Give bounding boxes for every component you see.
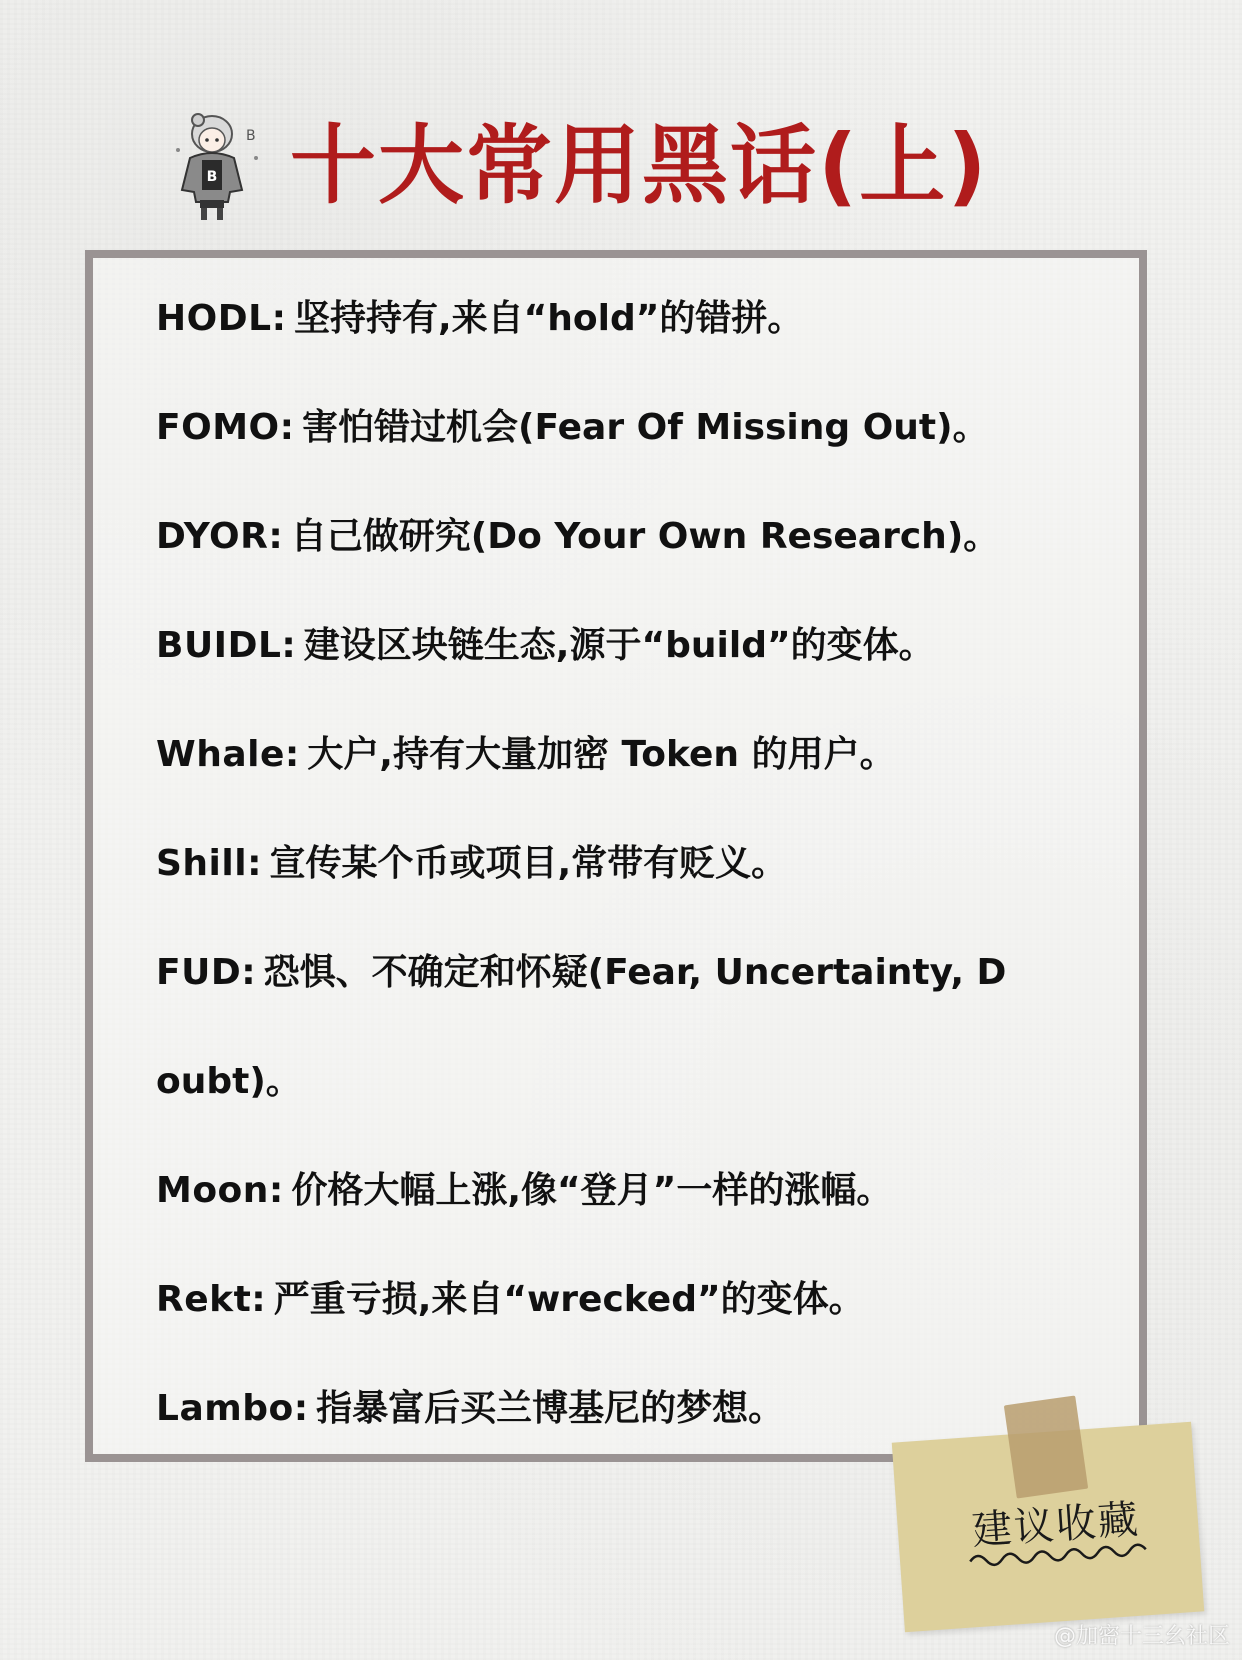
entry-definition-continuation: oubt)。 — [156, 1061, 302, 1102]
entry-definition: 指暴富后买兰博基尼的梦想。 — [316, 1388, 785, 1429]
entry-term: DYOR — [156, 516, 269, 557]
svg-text:B: B — [246, 128, 256, 144]
entry-term: Whale — [156, 734, 285, 775]
entry-definition: 价格大幅上涨,像“登月”一样的涨幅。 — [291, 1170, 893, 1211]
entry-colon: : — [268, 516, 283, 557]
entry-definition: 严重亏损,来自“wrecked”的变体。 — [273, 1279, 865, 1320]
entry-hodl — [156, 294, 1146, 344]
entry-dyor — [156, 512, 1146, 562]
entry-colon: : — [251, 1279, 266, 1320]
sticky-note-label: 建议收藏 — [970, 1496, 1142, 1555]
entry-definition: 恐惧、不确定和怀疑(Fear, Uncertainty, D — [263, 952, 1007, 993]
glossary-frame — [85, 250, 1147, 1462]
entry-definition: 宣传某个币或项目,常带有贬义。 — [269, 843, 788, 884]
entry-term: Rekt — [156, 1279, 252, 1320]
entry-colon: : — [284, 734, 300, 775]
entry-rekt — [156, 1275, 1146, 1325]
entry-colon: : — [268, 1170, 284, 1211]
header — [170, 110, 1070, 230]
page-title: 十大常用黑话(上) — [290, 116, 989, 216]
svg-text:B: B — [206, 169, 218, 185]
entry-definition: 大户,持有大量加密 Token 的用户。 — [307, 734, 896, 775]
sticky-tape — [1004, 1395, 1088, 1498]
entry-term: Moon — [156, 1170, 269, 1211]
watermark: @加密十三幺社区 — [1053, 1624, 1230, 1649]
mascot-icon — [170, 110, 270, 222]
entry-definition: 建设区块链生态,源于“build”的变体。 — [303, 625, 935, 666]
entry-colon: : — [281, 625, 296, 666]
entry-moon — [156, 1166, 1146, 1216]
entry-buidl — [156, 621, 1146, 671]
entry-definition: 害怕错过机会(Fear Of Missing Out)。 — [302, 407, 989, 448]
entry-lambo — [156, 1384, 1146, 1434]
entry-colon: : — [279, 407, 295, 448]
entry-colon: : — [293, 1388, 309, 1429]
entry-fomo — [156, 403, 1146, 453]
entry-term: BUIDL — [156, 625, 282, 666]
entry-term: HODL — [156, 298, 272, 339]
entry-whale — [156, 730, 1146, 780]
entry-fud — [156, 948, 1146, 998]
entry-fud-continuation — [156, 1057, 1146, 1107]
entry-shill — [156, 839, 1146, 889]
entry-colon: : — [271, 298, 286, 339]
entry-term: Shill — [156, 843, 248, 884]
entry-colon: : — [241, 952, 256, 993]
entry-term: Lambo — [156, 1388, 294, 1429]
entry-colon: : — [247, 843, 262, 884]
entry-term: FOMO — [156, 407, 280, 448]
entry-definition: 自己做研究(Do Your Own Research)。 — [290, 516, 1000, 557]
entry-definition: 坚持持有,来自“hold”的错拼。 — [293, 298, 804, 339]
entry-term: FUD — [156, 952, 242, 993]
